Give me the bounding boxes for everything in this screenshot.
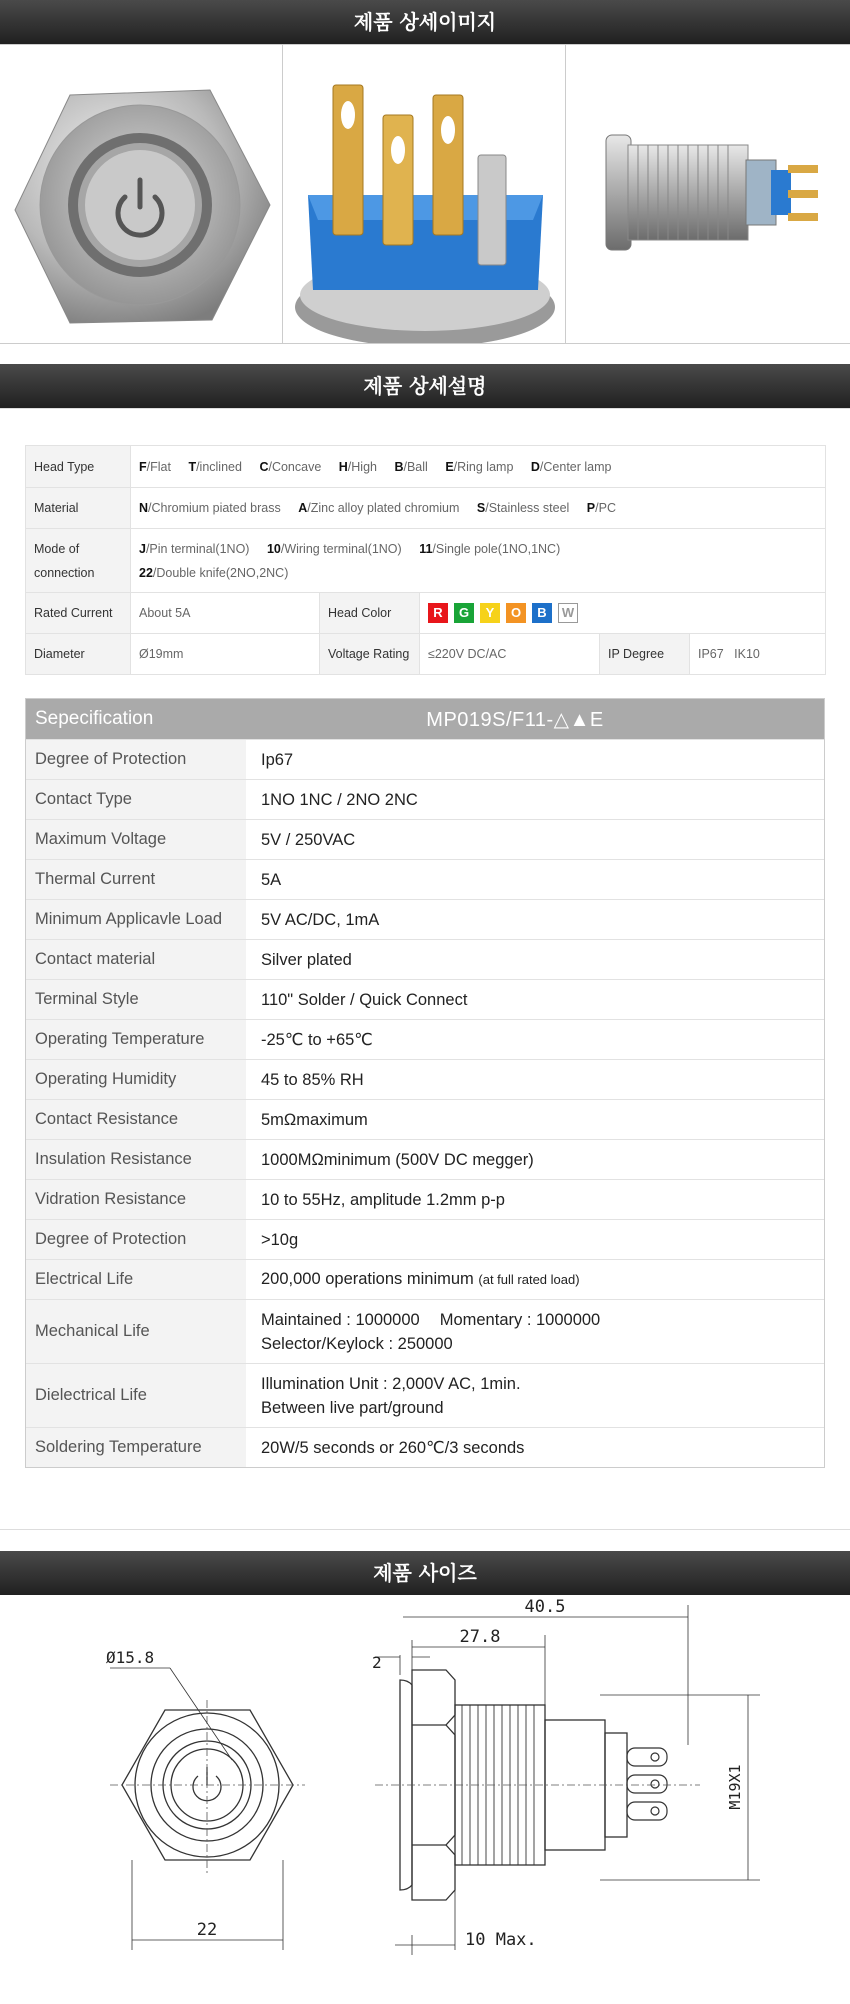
voltage-label: Voltage Rating: [320, 634, 420, 675]
mode-options: J/Pin terminal(1NO) 10/Wiring terminal(1NO) 11/Single pole(1NO,1NC) 22/Double knife(2NO,2NC): [131, 529, 826, 593]
spec-key: Maximum Voltage: [26, 820, 246, 859]
product-side-image: [566, 45, 850, 343]
rated-current-value: About 5A: [131, 593, 320, 634]
color-swatch-blue: B: [532, 603, 552, 623]
head-color-label: Head Color: [320, 593, 420, 634]
spec-value: Maintained : 1000000 Momentary : 1000000 Selector/Keylock : 250000: [261, 1310, 601, 1353]
spec-title: Sepecification: [35, 708, 154, 729]
material-label: Material: [26, 488, 131, 529]
product-description-banner: 제품 상세설명: [0, 364, 850, 408]
spec-value: 110" Solder / Quick Connect: [261, 990, 468, 1009]
spec-key: Degree of Protection: [26, 1220, 246, 1259]
spec-row: [26, 739, 824, 779]
spec-key: Degree of Protection: [26, 740, 246, 779]
product-images-banner: 제품 상세이미지: [0, 0, 850, 44]
spec-value: Illumination Unit : 2,000V AC, 1min. Between live part/ground: [261, 1374, 521, 1417]
head-color-swatches: [420, 593, 826, 634]
spec-row: [26, 1427, 824, 1467]
voltage-value: ≤220V DC/AC: [420, 634, 600, 675]
spec-key: Insulation Resistance: [26, 1140, 246, 1179]
spec-value: Silver plated: [261, 950, 352, 969]
diameter-label: Diameter: [26, 634, 131, 675]
spec-value: 45 to 85% RH: [261, 1070, 364, 1089]
head-thickness-label: 2: [372, 1653, 382, 1672]
spec-key: Minimum Applicavle Load: [26, 900, 246, 939]
spec-value: -25℃ to +65℃: [261, 1030, 373, 1049]
product-terminal-image: [283, 45, 566, 343]
spec-row: [26, 859, 824, 899]
spec-value: 1NO 1NC / 2NO 2NC: [261, 790, 418, 809]
width-label: 22: [196, 1920, 218, 1940]
spec-value: >10g: [261, 1230, 299, 1249]
color-swatch-yellow: Y: [480, 603, 500, 623]
diameter-value: Ø19mm: [131, 634, 320, 675]
spec-key: Vidration Resistance: [26, 1180, 246, 1219]
spec-key: Operating Temperature: [26, 1020, 246, 1059]
ring-diameter-label: Ø15.8: [106, 1648, 155, 1667]
spec-value: 5mΩmaximum: [261, 1110, 368, 1129]
spec-row: [26, 1139, 824, 1179]
head-type-row: [26, 446, 826, 488]
ip-value: IP67 IK10: [690, 634, 826, 675]
spec-row: [26, 1059, 824, 1099]
diameter-row: [26, 634, 826, 675]
spec-key: Contact Resistance: [26, 1100, 246, 1139]
spec-value: 1000MΩminimum (500V DC megger): [261, 1150, 534, 1169]
spec-row: [26, 1219, 824, 1259]
spec-key: Soldering Temperature: [26, 1428, 246, 1467]
rated-current-label: Rated Current: [26, 593, 131, 634]
material-row: [26, 488, 826, 529]
spec-value: Ip67: [261, 750, 294, 769]
spec-row: [26, 1299, 824, 1363]
color-swatch-white: W: [558, 603, 578, 623]
spec-row: [26, 779, 824, 819]
spec-value: 20W/5 seconds or 260℃/3 seconds: [261, 1438, 525, 1457]
thread-label: M19X1: [726, 1764, 744, 1810]
spec-row: [26, 899, 824, 939]
spec-row: [26, 939, 824, 979]
spec-row: [26, 1179, 824, 1219]
spec-value: 200,000 operations minimum (at full rated load): [261, 1270, 580, 1288]
max-label: 10 Max.: [465, 1930, 537, 1950]
spec-key: Mechanical Life: [26, 1300, 246, 1363]
product-size-banner: 제품 사이즈: [0, 1551, 850, 1595]
dimension-drawing: [0, 1595, 850, 1980]
spec-row: [26, 979, 824, 1019]
product-image-row: [0, 44, 850, 344]
specification-table: [25, 698, 825, 1468]
head-type-options: F/Flat T/inclined C/Concave H/High B/Ball E/Ring lamp D/Center lamp: [131, 446, 826, 488]
mode-row: [26, 529, 826, 593]
spec-value: 5V AC/DC, 1mA: [261, 910, 380, 929]
spec-key: Dielectrical Life: [26, 1364, 246, 1427]
spec-key: Electrical Life: [26, 1260, 246, 1299]
spec-key: Contact material: [26, 940, 246, 979]
product-front-image: [0, 45, 283, 343]
code-table: [25, 445, 826, 675]
spec-row: [26, 1099, 824, 1139]
spec-key: Operating Humidity: [26, 1060, 246, 1099]
spec-header: [26, 699, 824, 739]
spec-value: 5A: [261, 870, 282, 889]
spec-value: 10 to 55Hz, amplitude 1.2mm p-p: [261, 1190, 505, 1209]
total-length-label: 40.5: [524, 1597, 566, 1617]
spec-row: [26, 1363, 824, 1427]
head-type-label: Head Type: [26, 446, 131, 488]
material-options: N/Chromium piated brass A/Zinc alloy plated chromium S/Stainless steel P/PC: [131, 488, 826, 529]
spec-key: Thermal Current: [26, 860, 246, 899]
color-swatch-green: G: [454, 603, 474, 623]
color-swatch-red: R: [428, 603, 448, 623]
spec-key: Terminal Style: [26, 980, 246, 1019]
mode-label: Mode of connection: [26, 529, 131, 593]
spec-key: Contact Type: [26, 780, 246, 819]
spec-row: [26, 1019, 824, 1059]
color-swatch-orange: O: [506, 603, 526, 623]
spec-row: [26, 1259, 824, 1299]
ip-label: IP Degree: [600, 634, 690, 675]
body-length-label: 27.8: [459, 1627, 501, 1647]
spec-model: MP019S/F11-△▲E: [426, 708, 604, 731]
spec-value: 5V / 250VAC: [261, 830, 356, 849]
spec-row: [26, 819, 824, 859]
current-color-row: [26, 593, 826, 634]
